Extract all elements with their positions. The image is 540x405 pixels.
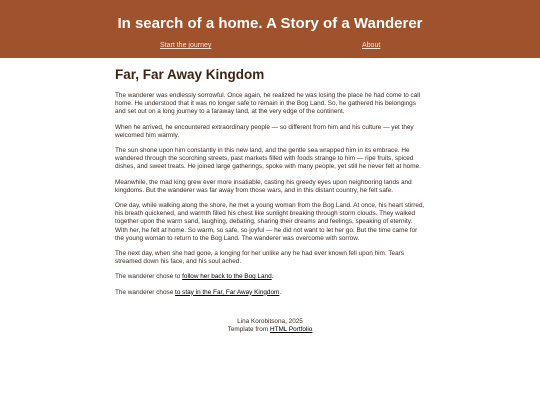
page-title: Far, Far Away Kingdom <box>115 67 265 82</box>
site-header <box>0 0 540 58</box>
footer-template-credit <box>0 326 540 334</box>
choice-stay-suffix: . <box>279 288 282 296</box>
story-paragraph: The sun shone upon him constantly in this new land, and the gentle sea wrapped him in its embrace. He wandered through the scorching streets, past markets filled with foods strange to him — ripe fruits, spiced dishes, and sweet treats. He joined large gatherings, spoke with many people, yet still he never felt at home. <box>115 147 421 171</box>
follow-her-link[interactable]: follow her back to the Bog Land <box>182 273 272 281</box>
html-portfolio-link[interactable]: HTML Portfolio <box>269 326 313 334</box>
choice-follow <box>115 273 425 281</box>
choice-stay <box>115 289 425 297</box>
choice-stay-prefix: The wanderer chose <box>115 288 176 296</box>
site-title: In search of a home. A Story of a Wanderer <box>117 15 423 32</box>
story-paragraph: The wanderer was endlessly sorrowful. Once again, he realized he was losing the place he had come to call home. He understood that it was no longer safe to remain in the Bog Land. So, he gathered his belongings and set out on a long journey to a faraway land, at the very edge of the continent. <box>115 92 421 116</box>
main-content <box>115 66 425 304</box>
footer-author: Lina Korobitsona, 2025 <box>237 318 303 325</box>
story-paragraph: The next day, when she had gone, a longing for her unlike any he had ever known fell upon him. Tears streamed down his face, and his soul ached. <box>115 250 404 266</box>
nav-link-start-journey[interactable]: Start the journey <box>160 42 212 49</box>
stay-kingdom-link[interactable]: to stay in the Far, Far Away Kingdom <box>175 288 280 296</box>
story-paragraph: One day, while walking along the shore, he met a young woman from the Bog Land. At once, his heart stirred, his breath quickened, and warmth filled his chest like sunlight breaking through storm clouds. They walked together upon the warm sand, laughing, debating, sharing their dreams and feelings, speaking of eternity. With her, he felt at home. So warm, so safe, so joyful — he did not want to let her go. But the time came for the young woman to return to the Bog Land. The wanderer was overcome with sorrow. <box>115 202 425 242</box>
story-paragraph: Meanwhile, the mad king grew ever more insatiable, casting his greedy eyes upon neighboring lands and kingdoms. But the wanderer was far away from those wars, and in this distant country, he felt safe. <box>115 178 412 194</box>
choice-follow-prefix: The wanderer chose to <box>115 273 183 281</box>
nav-link-about[interactable]: About <box>362 42 381 49</box>
story-paragraph: When he arrived, he encountered extraordinary people — so different from him and his culture — yet they welcomed him warmly. <box>115 123 414 139</box>
site-footer <box>0 318 540 334</box>
footer-template-prefix: Template from <box>227 326 270 334</box>
choice-follow-suffix: . <box>271 273 274 281</box>
